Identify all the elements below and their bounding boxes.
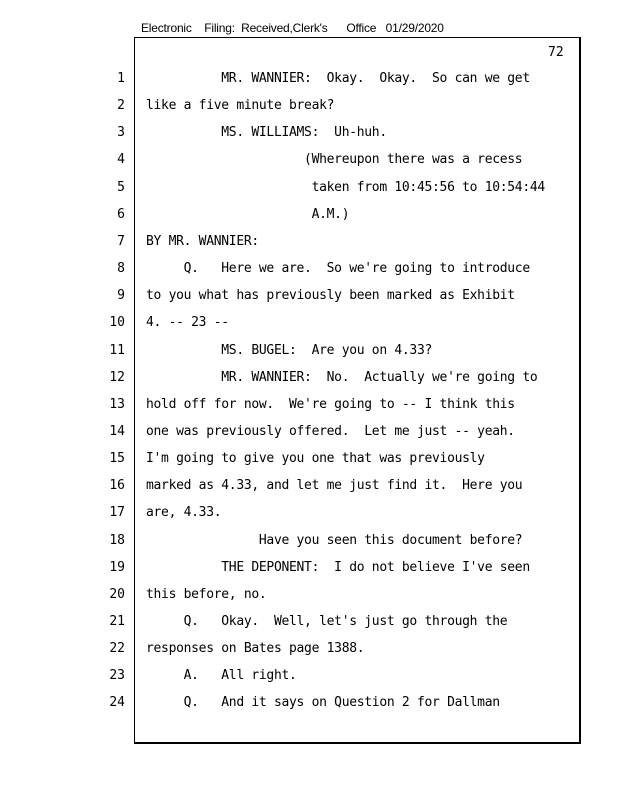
line-number: 15 [109,451,125,466]
transcript-line: (Whereupon there was a recess [146,152,523,167]
line-number: 11 [109,343,125,358]
transcript-line: marked as 4.33, and let me just find it. Here you [146,478,523,493]
transcript-line: MS. BUGEL: Are you on 4.33? [146,343,433,358]
transcript-line: this before, no. [146,587,267,602]
line-number: 16 [109,478,125,493]
line-number: 8 [117,261,125,276]
transcript-line: hold off for now. We're going to -- I think this [146,397,515,412]
line-number: 12 [109,370,125,385]
line-number: 6 [117,207,125,222]
transcript-line: taken from 10:45:56 to 10:54:44 [146,180,545,195]
transcript-line: are, 4.33. [146,505,222,520]
line-number: 24 [109,695,125,710]
transcript-line: 4. -- 23 -- [146,315,229,330]
transcript-line: Q. Here we are. So we're going to introduce [146,261,530,276]
line-number: 18 [109,533,125,548]
line-number: 19 [109,560,125,575]
line-number: 3 [117,125,125,140]
line-number: 23 [109,668,125,683]
transcript-line: THE DEPONENT: I do not believe I've seen [146,560,530,575]
line-number: 21 [109,614,125,629]
transcript-page-frame [134,37,581,744]
transcript-line: Have you seen this document before? [146,533,523,548]
line-number: 1 [117,71,125,86]
transcript-line: A. All right. [146,668,297,683]
line-number: 9 [117,288,125,303]
line-number: 5 [117,180,125,195]
line-number: 20 [109,587,125,602]
line-number: 2 [117,98,125,113]
transcript-line: MS. WILLIAMS: Uh-huh. [146,125,387,140]
transcript-line: I'm going to give you one that was previously [146,451,485,466]
line-number: 10 [109,315,125,330]
transcript-line: BY MR. WANNIER: [146,234,259,249]
transcript-line: MR. WANNIER: Okay. Okay. So can we get [146,71,530,86]
line-number: 4 [117,152,125,167]
transcript-line: one was previously offered. Let me just -- yeah. [146,424,515,439]
line-number: 17 [109,505,125,520]
transcript-line: A.M.) [146,207,350,222]
line-number: 22 [109,641,125,656]
transcript-line: Q. Okay. Well, let's just go through the [146,614,508,629]
transcript-line: Q. And it says on Question 2 for Dallman [146,695,500,710]
line-number: 14 [109,424,125,439]
transcript-line: responses on Bates page 1388. [146,641,365,656]
line-number: 13 [109,397,125,412]
page-number: 72 [548,45,564,60]
transcript-line: like a five minute break? [146,98,335,113]
filing-header: Electronic Filing: Received,Clerk's Office 01/29/2020 [141,21,444,35]
transcript-line: MR. WANNIER: No. Actually we're going to [146,370,538,385]
transcript-line: to you what has previously been marked as Exhibit [146,288,515,303]
line-number: 7 [117,234,125,249]
